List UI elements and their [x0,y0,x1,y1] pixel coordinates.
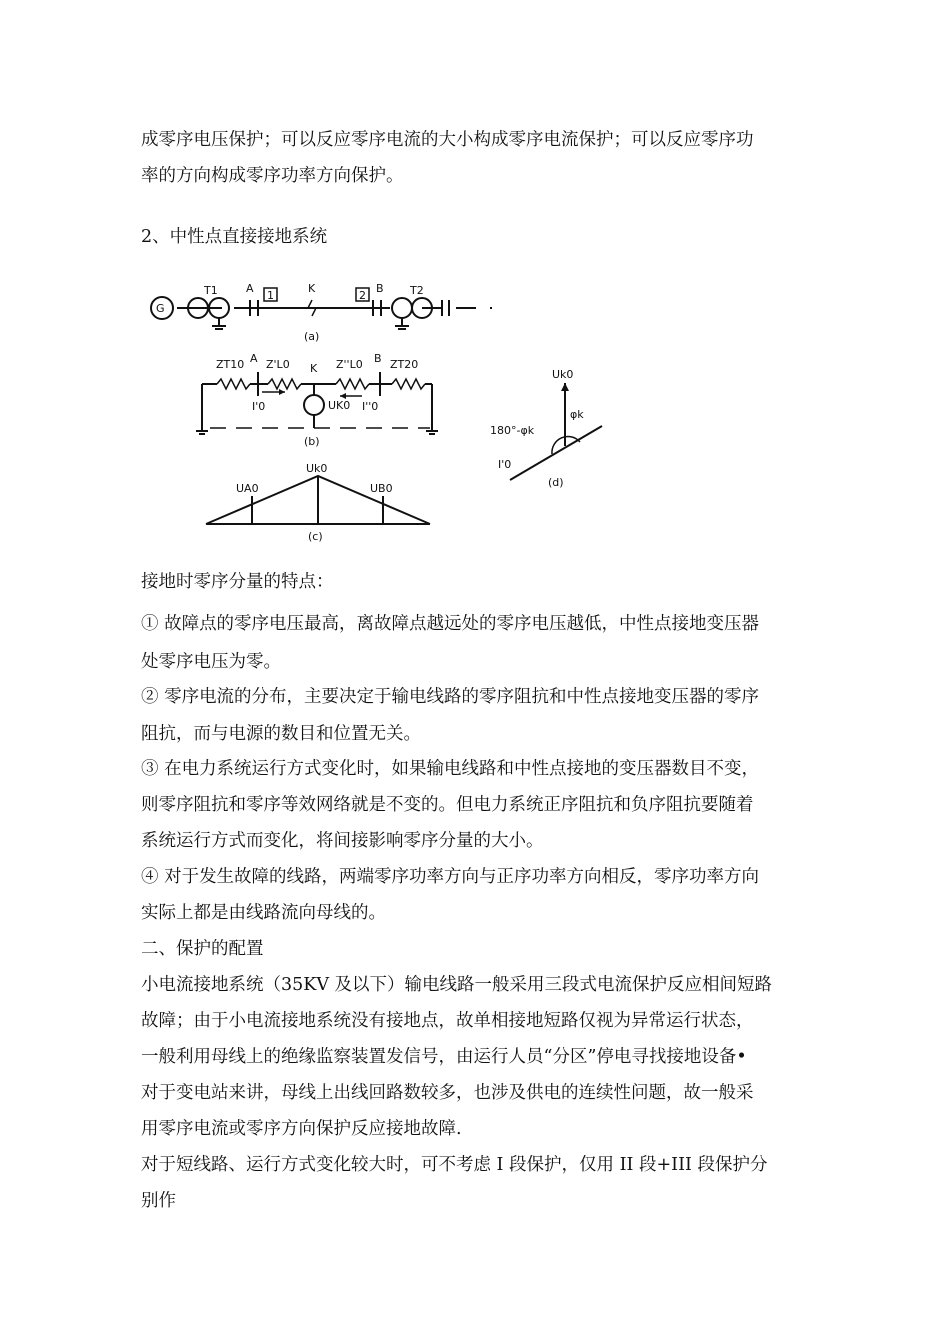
intro-line-1: 成零序电压保护；可以反应零序电流的大小构成零序电流保护；可以反应零序功 [141,130,754,150]
angle-left-label: 180°-φk [490,424,535,437]
feature-line-7: 系统运行方式而变化，将间接影响零序分量的大小。 [141,831,544,851]
config-line-5: 用零序电流或零序方向保护反应接地故障. [141,1119,462,1139]
feature-line-6: 则零序阻抗和零序等效网络就是不变的。但电力系统正序阻抗和负序阻抗要随着 [141,795,754,815]
node-b-b-label: B [374,352,382,365]
t1-label: T1 [204,284,218,297]
config-line-1: 小电流接地系统（35KV 及以下）输电线路一般采用三段式电流保护反应相间短路 [141,975,773,995]
zl0-left-label: Z'L0 [266,358,290,371]
config-line-6: 对于短线路、运行方式变化较大时，可不考虑 I 段保护，仅用 II 段+III 段保护分 [141,1155,768,1175]
zt20-resistor [392,379,425,389]
zt20-label: ZT20 [390,358,419,371]
zt10-resistor [217,379,250,389]
features-heading: 接地时零序分量的特点： [141,572,334,592]
feature-line-8: ④ 对于发生故障的线路，两端零序功率方向与正序功率方向相反，零序功率方向 [141,867,760,887]
zl0-right-label: Z''L0 [336,358,363,371]
feature-line-1: ① 故障点的零序电压最高，离故障点越远处的零序电压越低，中性点接地变压器 [141,614,760,634]
t2-label: T2 [410,284,424,297]
uk0-d-label: Uk0 [552,368,574,381]
zero-sequence-figure [140,268,620,558]
i0-right-label: I''0 [362,400,379,413]
ub0-label: UB0 [370,482,393,495]
config-line-4: 对于变电站来讲，母线上出线回路数较多，也涉及供电的连续性问题，故一般采 [141,1083,754,1103]
feature-line-2: 处零序电压为零。 [141,652,281,672]
node-a-label: A [246,282,254,295]
zl0-right-resistor [336,379,369,389]
caption-d: (d) [548,476,564,489]
breaker-1-label: 1 [267,289,274,302]
breaker-2-label: 2 [359,289,366,302]
caption-c: (c) [308,530,323,543]
config-line-3: 一般利用母线上的绝缘监察装置发信号，由运行人员“分区”停电寻找接地设备• [141,1047,747,1067]
intro-line-2: 率的方向构成零序功率方向保护。 [141,166,404,186]
angle-right-label: φk [570,408,584,421]
fault-k-b-label: K [310,362,318,375]
feature-line-4: 阻抗，而与电源的数目和位置无关。 [141,724,421,744]
uk0-source [304,395,324,415]
generator-label: G [156,302,165,315]
feature-line-5: ③ 在电力系统运行方式变化时，如果输电线路和中性点接地的变压器数目不变， [141,759,760,779]
config-heading: 二、保护的配置 [141,939,264,959]
feature-line-3: ② 零序电流的分布，主要决定于输电线路的零序阻抗和中性点接地变压器的零序 [141,687,760,707]
t2-winding-left [392,298,412,318]
zl0-left-resistor [268,379,301,389]
section-heading: 2、中性点直接接地系统 [141,227,328,247]
node-b-label: B [376,282,384,295]
fault-k-label: K [308,282,316,295]
caption-b: (b) [304,435,320,448]
caption-a: (a) [304,330,320,343]
zt10-label: ZT10 [216,358,245,371]
feature-line-9: 实际上都是由线路流向母线的。 [141,903,386,923]
uk0-b-label: UK0 [328,399,351,412]
config-line-7: 别作 [141,1191,176,1211]
uk0-peak-label: Uk0 [306,462,328,475]
config-line-2: 故障；由于小电流接地系统没有接地点，故单相接地短路仅视为异常运行状态， [141,1011,754,1031]
i0-left-label: I'0 [252,400,266,413]
ua0-label: UA0 [236,482,259,495]
node-a-b-label: A [250,352,258,365]
i0-d-label: I'0 [498,458,512,471]
